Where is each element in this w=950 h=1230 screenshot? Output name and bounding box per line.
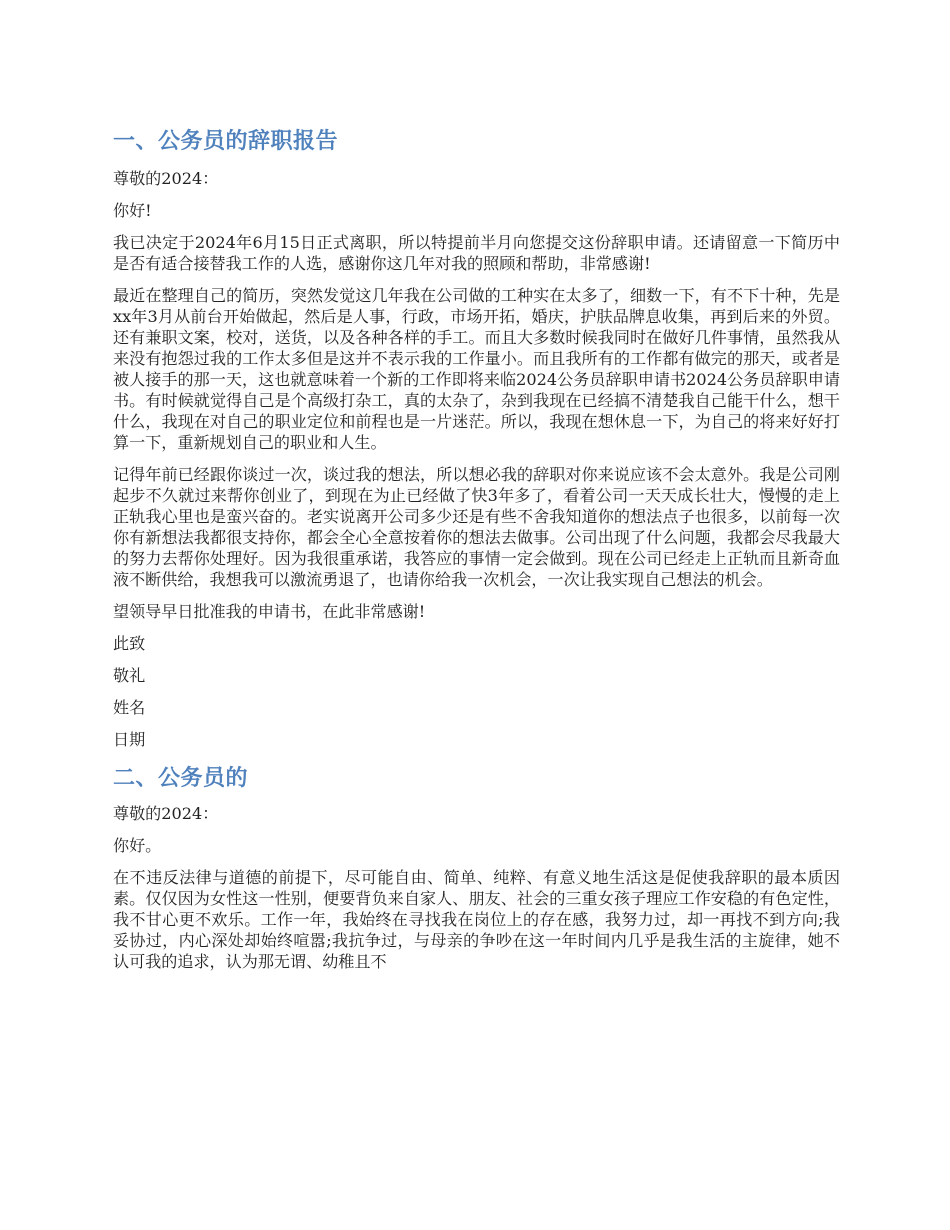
signature-date: 日期 <box>113 730 146 749</box>
salutation: 尊敬的2024： <box>113 169 219 188</box>
document-page <box>113 124 840 983</box>
section-heading: 一、公务员的辞职报告 <box>113 129 339 154</box>
body-paragraph: 记得年前已经跟你谈过一次，谈过我的想法，所以想必我的辞职对你来说应该不会太意外。我是公司刚起步不久就过来帮你创业了，到现在为止已经做了快3年多了，看着公司一天天成长壮大，慢慢的走上正轨我心里也是蛮兴奋的。老实说离开公司多少还是有些不舍我知道你的想法点子也很多，以前每一次你有新想法我都很支持你，都会全心全意按着你的想法去做事。公司出现了什么问题，我都会尽我最大的努力去帮你处理好。因为我很重承诺，我答应的事情一定会做到。现在公司已经走上正轨而且新奇血液不断供给，我想我可以激流勇退了，也请你给我一次机会，一次让我实现自己想法的机会。 <box>113 465 840 589</box>
signature-name: 姓名 <box>113 698 146 717</box>
closing-salute: 敬礼 <box>113 666 146 685</box>
greeting: 你好! <box>113 201 152 220</box>
salutation: 尊敬的2024： <box>113 804 219 823</box>
section-heading: 二、公务员的 <box>113 766 249 791</box>
closing-request: 望领导早日批准我的申请书，在此非常感谢! <box>113 602 426 621</box>
closing-line: 此致 <box>113 634 146 653</box>
section-civil-servant <box>113 761 840 972</box>
body-paragraph: 我已决定于2024年6月15日正式离职，所以特提前半月向您提交这份辞职申请。还请留意一下简历中是否有适合接替我工作的人选，感谢你这几年对我的照顾和帮助，非常感谢! <box>113 233 840 273</box>
body-paragraph: 在不违反法律与道德的前提下，尽可能自由、简单、纯粹、有意义地生活这是促使我辞职的最本质因素。仅仅因为女性这一性别，便要背负来自家人、朋友、社会的三重女孩子理应工作安稳的有色定性，我不甘心更不欢乐。工作一年，我始终在寻找我在岗位上的存在感，我努力过，却一再找不到方向;我妥协过，内心深处却始终喧嚣;我抗争过，与母亲的争吵在这一年时间内几乎是我生活的主旋律，她不认可我的追求，认为那无谓、幼稚且不 <box>113 868 840 971</box>
body-paragraph: 最近在整理自己的简历，突然发觉这几年我在公司做的工种实在太多了，细数一下，有不下十种，先是xx年3月从前台开始做起，然后是人事，行政，市场开拓，婚庆，护肤品牌息收集，再到后来的外贸。还有兼职文案，校对，送货，以及各种各样的手工。而且大多数时候我同时在做好几件事情，虽然我从来没有抱怨过我的工作太多但是这并不表示我的工作量小。而且我所有的工作都有做完的那天，或者是被人接手的那一天，这也就意味着一个新的工作即将来临2024公务员辞职申请书2024公务员辞职申请书。有时候就觉得自己是个高级打杂工，真的太杂了，杂到我现在已经搞不清楚我自己能干什么，想干什么，我现在对自己的职业定位和前程也是一片迷茫。所以，我现在想休息一下，为自己的将来好好打算一下，重新规划自己的职业和人生。 <box>113 286 840 452</box>
section-resignation-report <box>113 124 840 750</box>
greeting: 你好。 <box>113 836 162 855</box>
